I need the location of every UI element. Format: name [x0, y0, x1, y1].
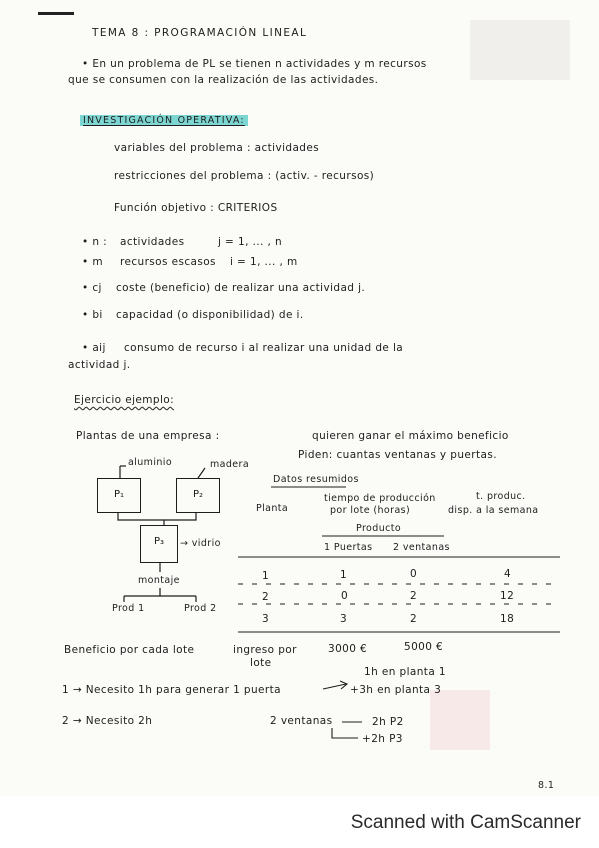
table-cell: 2 [410, 590, 418, 602]
benefit-ingreso-2: lote [250, 657, 272, 669]
page-number: 8.1 [538, 780, 555, 791]
bullet-restricciones: restricciones del problema : (activ. - recursos) [114, 170, 375, 182]
def-m-text: recursos escasos [120, 256, 216, 268]
note-2h-p2: 2h P2 [372, 716, 404, 728]
example-objective: quieren ganar el máximo beneficio [312, 430, 509, 442]
scanner-footer [0, 796, 599, 848]
example-plantas: Plantas de una empresa : [76, 430, 220, 442]
note-1h-planta-1: 1h en planta 1 [364, 666, 446, 678]
def-cj-symbol: • cj [82, 282, 102, 294]
note-2h-p3: +2h P3 [362, 733, 403, 745]
bullet-funcion-objetivo: Función objetivo : CRITERIOS [114, 202, 278, 214]
label-vidrio: → vidrio [180, 538, 221, 549]
benefit-value-puertas: 3000 € [328, 643, 368, 655]
plant-label-p1: P₁ [113, 489, 125, 500]
table-cell: 0 [410, 568, 418, 580]
bullet-variables: variables del problema : actividades [114, 142, 320, 154]
plant-box-p3 [140, 525, 178, 563]
note-3h-planta-3: +3h en planta 3 [350, 684, 442, 696]
def-bi-symbol: • bi [82, 309, 103, 321]
table-cell: 3 [262, 613, 270, 625]
def-n-text: actividades [120, 236, 185, 248]
note-2-ventanas: 2 ventanas [270, 715, 333, 727]
table-header-tiempo-1: tiempo de producción [324, 493, 436, 504]
table-cell: 2 [410, 613, 418, 625]
table-cell: 12 [500, 590, 515, 602]
table-cell: 1 [262, 570, 270, 582]
label-madera: madera [210, 459, 250, 470]
example-question: Piden: cuantas ventanas y puertas. [298, 449, 497, 461]
label-prod-2: Prod 2 [184, 603, 217, 614]
highlighted-heading: INVESTIGACIÓN OPERATIVA: [80, 115, 248, 126]
label-aluminio: aluminio [128, 457, 173, 468]
table-header-disp-1: t. produc. [476, 491, 526, 502]
note-necesito-1h: 1 → Necesito 1h para generar 1 puerta [62, 684, 281, 696]
intro-line-1: • En un problema de PL se tienen n actividades y m recursos [82, 58, 427, 70]
intro-line-2: que se consumen con la realización de las actividades. [68, 74, 379, 86]
def-m-symbol: • m [82, 256, 103, 268]
benefit-value-ventanas: 5000 € [404, 641, 444, 653]
table-col-puertas: 1 Puertas [324, 542, 373, 553]
def-n-symbol: • n : [82, 236, 108, 248]
label-montaje: montaje [138, 575, 180, 586]
def-aij-symbol: • aij [82, 342, 106, 354]
table-header-planta: Planta [256, 503, 289, 514]
table-title: Datos resumidos [273, 474, 359, 485]
note-necesito-2h: 2 → Necesito 2h [62, 715, 153, 727]
table-cell: 0 [341, 590, 349, 602]
def-bi-text: capacidad (o disponibilidad) de i. [116, 309, 304, 321]
table-col-ventanas: 2 ventanas [393, 542, 450, 553]
plant-box-p1 [97, 478, 141, 513]
table-header-producto: Producto [356, 523, 402, 534]
def-aij-continuation: actividad j. [68, 359, 131, 371]
def-aij-text: consumo de recurso i al realizar una unidad de la [124, 342, 404, 354]
table-cell: 18 [500, 613, 515, 625]
page-title: TEMA 8 : PROGRAMACIÓN LINEAL [92, 27, 308, 39]
plant-label-p2: P₂ [192, 489, 204, 500]
table-header-disp-2: disp. a la semana [448, 505, 539, 516]
def-cj-text: coste (beneficio) de realizar una actividad j. [116, 282, 366, 294]
plant-label-p3: P₃ [153, 536, 165, 547]
scanner-watermark: Scanned with CamScanner [350, 812, 581, 833]
benefit-ingreso-1: ingreso por [233, 644, 297, 656]
def-n-index: j = 1, ... , n [218, 236, 283, 248]
table-cell: 2 [262, 591, 270, 603]
benefit-label: Beneficio por cada lote [64, 644, 195, 656]
label-prod-1: Prod 1 [112, 603, 145, 614]
plant-box-p2 [176, 478, 220, 513]
table-header-tiempo-2: por lote (horas) [330, 505, 411, 516]
def-m-index: i = 1, ... , m [230, 256, 298, 268]
table-cell: 1 [340, 569, 348, 581]
table-cell: 4 [504, 568, 512, 580]
table-cell: 3 [340, 613, 348, 625]
example-heading: Ejercicio ejemplo: [74, 394, 175, 406]
